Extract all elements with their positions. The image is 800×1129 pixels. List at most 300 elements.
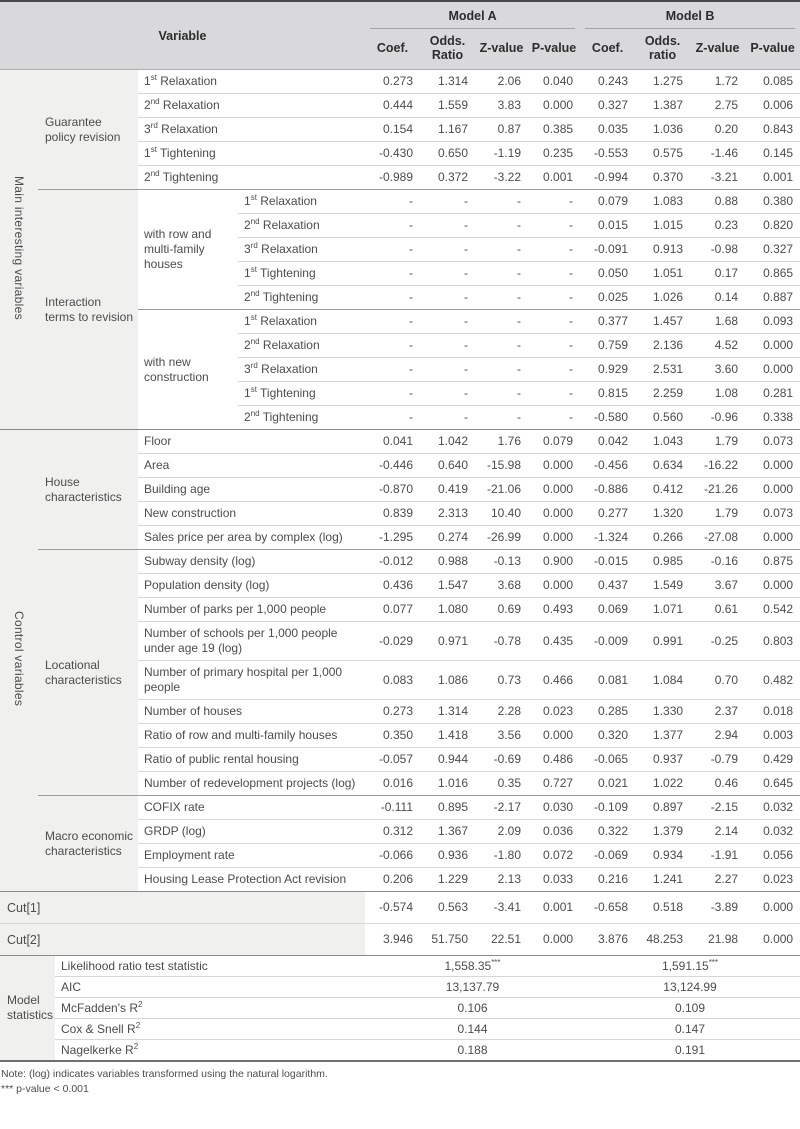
value-cell: 0.70 xyxy=(690,661,745,700)
value-cell: -0.870 xyxy=(365,478,420,502)
value-cell: -0.015 xyxy=(580,550,635,574)
value-cell: 0.727 xyxy=(528,772,580,796)
value-cell: - xyxy=(528,238,580,262)
value-cell: 0.820 xyxy=(745,214,800,238)
stat-name: AIC xyxy=(55,977,365,998)
value-cell: 48.253 xyxy=(635,924,690,956)
value-cell: 0.273 xyxy=(365,700,420,724)
stat-name: Cox & Snell $R^2$ xyxy=(55,1019,365,1040)
variable-name: 2nd Relaxation xyxy=(238,334,365,358)
model-statistics-label: Model statistics xyxy=(0,956,55,1062)
value-cell: 0.154 xyxy=(365,118,420,142)
table-row xyxy=(0,956,800,977)
variable-name: 1st Tightening xyxy=(238,382,365,406)
variable-name: GRDP (log) xyxy=(138,820,365,844)
value-cell: - xyxy=(365,310,420,334)
value-cell: 0.23 xyxy=(690,214,745,238)
value-cell: -2.15 xyxy=(690,796,745,820)
value-cell: - xyxy=(365,382,420,406)
table-row xyxy=(0,924,800,956)
value-cell: 1.559 xyxy=(420,94,475,118)
value-cell: 2.136 xyxy=(635,334,690,358)
value-cell: - xyxy=(475,262,528,286)
column-header-coef-b: Coef. xyxy=(580,29,635,70)
value-cell: - xyxy=(420,238,475,262)
value-cell: 1.036 xyxy=(635,118,690,142)
variable-name: 3rd Relaxation xyxy=(138,118,365,142)
value-cell: -0.574 xyxy=(365,892,420,924)
value-cell: - xyxy=(528,406,580,430)
variable-name: 2nd Relaxation xyxy=(238,214,365,238)
value-cell: 0.46 xyxy=(690,772,745,796)
table-row xyxy=(0,190,800,214)
subgroup-label: with row and multi-family houses xyxy=(138,190,238,310)
value-cell: -0.109 xyxy=(580,796,635,820)
value-cell: 2.14 xyxy=(690,820,745,844)
value-cell: 0.17 xyxy=(690,262,745,286)
group-label: Interaction terms to revision xyxy=(38,190,138,430)
value-cell: 0.079 xyxy=(528,430,580,454)
value-cell: 0.560 xyxy=(635,406,690,430)
value-cell: 0.650 xyxy=(420,142,475,166)
variable-name: New construction xyxy=(138,502,365,526)
value-cell: 0.843 xyxy=(745,118,800,142)
table-row xyxy=(0,796,800,820)
value-cell: - xyxy=(420,358,475,382)
value-cell: 1.086 xyxy=(420,661,475,700)
value-cell: -0.994 xyxy=(580,166,635,190)
table-row xyxy=(0,430,800,454)
value-cell: 0.000 xyxy=(528,94,580,118)
value-cell: 2.37 xyxy=(690,700,745,724)
cut-label: Cut[2] xyxy=(0,924,365,956)
value-cell: 0.493 xyxy=(528,598,580,622)
variable-name: Ratio of row and multi-family houses xyxy=(138,724,365,748)
group-label: Locational characteristics xyxy=(38,550,138,796)
variable-name: 1st Relaxation xyxy=(238,310,365,334)
value-cell: 0.041 xyxy=(365,430,420,454)
value-cell: 1.314 xyxy=(437,74,469,88)
cut-label: Cut[1] xyxy=(0,892,365,924)
value-cell: 0.370 xyxy=(635,166,690,190)
value-cell: 1.549 xyxy=(635,574,690,598)
value-cell: 0.320 xyxy=(580,724,635,748)
value-cell: 0.327 xyxy=(580,94,635,118)
value-cell: -0.886 xyxy=(580,478,635,502)
value-cell: 0.436 xyxy=(365,574,420,598)
value-cell: 2.94 xyxy=(690,724,745,748)
value-cell: 0.900 xyxy=(528,550,580,574)
variable-name: Floor xyxy=(138,430,365,454)
value-cell: - xyxy=(365,238,420,262)
stat-value-model-a: 1,558.35*** xyxy=(444,958,501,973)
value-cell: 0.35 xyxy=(475,772,528,796)
value-cell: 0.385 xyxy=(528,118,580,142)
value-cell: 0.372 xyxy=(420,166,475,190)
value-cell: 0.466 xyxy=(528,661,580,700)
value-cell: 0.277 xyxy=(580,502,635,526)
value-cell: - xyxy=(528,286,580,310)
value-cell: 0.944 xyxy=(420,748,475,772)
value-cell: 0.243 xyxy=(598,74,629,88)
variable-name: COFIX rate xyxy=(138,796,365,820)
value-cell: 0.937 xyxy=(635,748,690,772)
value-cell: 1.320 xyxy=(635,502,690,526)
value-cell: -0.25 xyxy=(690,622,745,661)
value-cell: 0.079 xyxy=(580,190,635,214)
table-header xyxy=(0,1,800,70)
value-cell: 0.482 xyxy=(745,661,800,700)
value-cell: - xyxy=(475,238,528,262)
value-cell: 0.081 xyxy=(580,661,635,700)
value-cell: -0.79 xyxy=(690,748,745,772)
stat-value-model-b: 0.109 xyxy=(580,998,800,1019)
value-cell: -1.91 xyxy=(690,844,745,868)
value-cell: 0.077 xyxy=(365,598,420,622)
value-cell: -15.98 xyxy=(475,454,528,478)
value-cell: 0.273 xyxy=(382,74,414,88)
value-cell: 22.51 xyxy=(475,924,528,956)
table-row xyxy=(0,1019,800,1040)
table-row xyxy=(0,70,800,94)
value-cell: 0.285 xyxy=(580,700,635,724)
value-cell: 0.000 xyxy=(528,454,580,478)
value-cell: 0.016 xyxy=(365,772,420,796)
value-cell: 0.815 xyxy=(580,382,635,406)
value-cell: 0.073 xyxy=(745,502,800,526)
value-cell: 0.839 xyxy=(365,502,420,526)
value-cell: 3.67 xyxy=(690,574,745,598)
value-cell: 1.377 xyxy=(635,724,690,748)
variable-name: Employment rate xyxy=(138,844,365,868)
value-cell: - xyxy=(475,406,528,430)
value-cell: 0.312 xyxy=(365,820,420,844)
value-cell: 0.025 xyxy=(580,286,635,310)
value-cell: -0.13 xyxy=(475,550,528,574)
value-cell: 0.913 xyxy=(635,238,690,262)
value-cell: 0.235 xyxy=(528,142,580,166)
value-cell: 1.418 xyxy=(420,724,475,748)
variable-name: Population density (log) xyxy=(138,574,365,598)
value-cell: 0.380 xyxy=(745,190,800,214)
section-side-label-text: Control variables xyxy=(12,611,26,707)
value-cell: -0.446 xyxy=(365,454,420,478)
value-cell: 1.367 xyxy=(420,820,475,844)
value-cell: 0.000 xyxy=(745,334,800,358)
variable-name: 1st Relaxation xyxy=(144,73,217,88)
value-cell: - xyxy=(365,190,420,214)
value-cell: 1.330 xyxy=(635,700,690,724)
value-cell: 1.241 xyxy=(635,868,690,892)
value-cell: 0.216 xyxy=(580,868,635,892)
value-cell: -0.96 xyxy=(690,406,745,430)
value-cell: 0.542 xyxy=(745,598,800,622)
value-cell: 0.000 xyxy=(528,526,580,550)
value-cell: 3.946 xyxy=(365,924,420,956)
value-cell: -21.06 xyxy=(475,478,528,502)
variable-name: Number of redevelopment projects (log) xyxy=(138,772,365,796)
variable-name: 3rd Relaxation xyxy=(238,238,365,262)
value-cell: - xyxy=(420,286,475,310)
table-notes xyxy=(0,1062,800,1097)
value-cell: 0.003 xyxy=(745,724,800,748)
value-cell: - xyxy=(528,190,580,214)
value-cell: 0.437 xyxy=(580,574,635,598)
value-cell: 2.06 xyxy=(497,74,522,88)
value-cell: 2.531 xyxy=(635,358,690,382)
value-cell: 1.72 xyxy=(714,74,739,88)
value-cell: 0.87 xyxy=(475,118,528,142)
value-cell: 0.069 xyxy=(580,598,635,622)
value-cell: -0.430 xyxy=(365,142,420,166)
value-cell: -3.89 xyxy=(690,892,745,924)
value-cell: 0.419 xyxy=(420,478,475,502)
value-cell: 0.042 xyxy=(580,430,635,454)
value-cell: 2.259 xyxy=(635,382,690,406)
group-label: House characteristics xyxy=(38,430,138,550)
model-a-title: Model A xyxy=(370,2,575,29)
stat-value-model-a: 13,137.79 xyxy=(365,977,580,998)
value-cell: - xyxy=(528,334,580,358)
value-cell: 1.083 xyxy=(635,190,690,214)
variable-name: Number of schools per 1,000 people under age 19 (log) xyxy=(138,622,365,661)
note-line-significance: *** p-value < 0.001 xyxy=(1,1083,89,1095)
value-cell: 0.266 xyxy=(635,526,690,550)
value-cell: 0.001 xyxy=(745,166,800,190)
column-header-odds-a: Odds. Ratio xyxy=(420,29,475,70)
stat-value-model-b: 0.191 xyxy=(580,1040,800,1062)
value-cell: 0.145 xyxy=(745,142,800,166)
value-cell: 1.026 xyxy=(635,286,690,310)
value-cell: -0.16 xyxy=(690,550,745,574)
model-b-title: Model B xyxy=(585,2,795,29)
stat-name: McFadden's $R^2$ xyxy=(55,998,365,1019)
value-cell: - xyxy=(475,358,528,382)
value-cell: 0.865 xyxy=(745,262,800,286)
value-cell: 0.435 xyxy=(528,622,580,661)
value-cell: 0.929 xyxy=(580,358,635,382)
table-row xyxy=(0,1040,800,1062)
value-cell: 2.75 xyxy=(690,94,745,118)
value-cell: 0.000 xyxy=(745,358,800,382)
value-cell: 0.322 xyxy=(580,820,635,844)
value-cell: 0.050 xyxy=(580,262,635,286)
variable-name: Number of houses xyxy=(138,700,365,724)
value-cell: 1.043 xyxy=(635,430,690,454)
value-cell: 0.072 xyxy=(528,844,580,868)
value-cell: 0.073 xyxy=(745,430,800,454)
value-cell: 0.274 xyxy=(420,526,475,550)
variable-name: 1st Tightening xyxy=(138,142,365,166)
value-cell: 1.080 xyxy=(420,598,475,622)
value-cell: -1.324 xyxy=(580,526,635,550)
value-cell: 1.379 xyxy=(635,820,690,844)
value-cell: 1.022 xyxy=(635,772,690,796)
group-label: Guarantee policy revision xyxy=(38,70,138,190)
value-cell: - xyxy=(365,286,420,310)
value-cell: 0.281 xyxy=(745,382,800,406)
value-cell: 3.83 xyxy=(475,94,528,118)
variable-name: 2nd Tightening xyxy=(238,286,365,310)
value-cell: 0.000 xyxy=(745,892,800,924)
section-side-label xyxy=(0,70,38,430)
variable-name: 1st Relaxation xyxy=(238,190,365,214)
value-cell: - xyxy=(475,310,528,334)
value-cell: 0.934 xyxy=(635,844,690,868)
value-cell: 1.071 xyxy=(635,598,690,622)
value-cell: 0.015 xyxy=(580,214,635,238)
value-cell: 3.68 xyxy=(475,574,528,598)
stat-name: Nagelkerke $R^2$ xyxy=(55,1040,365,1062)
value-cell: -0.989 xyxy=(365,166,420,190)
value-cell: 0.000 xyxy=(528,478,580,502)
variable-name: 1st Tightening xyxy=(238,262,365,286)
variable-name: Subway density (log) xyxy=(138,550,365,574)
value-cell: -0.78 xyxy=(475,622,528,661)
value-cell: - xyxy=(475,382,528,406)
value-cell: 0.023 xyxy=(745,868,800,892)
value-cell: 0.000 xyxy=(528,574,580,598)
value-cell: 0.988 xyxy=(420,550,475,574)
value-cell: 0.001 xyxy=(528,166,580,190)
value-cell: -0.111 xyxy=(365,796,420,820)
value-cell: 0.350 xyxy=(365,724,420,748)
value-cell: - xyxy=(475,190,528,214)
column-header-p-b: P-value xyxy=(745,29,800,70)
value-cell: -0.057 xyxy=(365,748,420,772)
value-cell: 0.000 xyxy=(745,454,800,478)
value-cell: 0.023 xyxy=(528,700,580,724)
value-cell: 2.27 xyxy=(690,868,745,892)
value-cell: -1.46 xyxy=(690,142,745,166)
value-cell: - xyxy=(420,406,475,430)
value-cell: 0.640 xyxy=(420,454,475,478)
value-cell: - xyxy=(420,214,475,238)
value-cell: 0.69 xyxy=(475,598,528,622)
value-cell: 0.030 xyxy=(528,796,580,820)
value-cell: -0.456 xyxy=(580,454,635,478)
value-cell: 0.412 xyxy=(635,478,690,502)
value-cell: 0.056 xyxy=(745,844,800,868)
column-header-odds-b: Odds. ratio xyxy=(635,29,690,70)
value-cell: -1.19 xyxy=(475,142,528,166)
value-cell: 0.093 xyxy=(745,310,800,334)
value-cell: - xyxy=(420,334,475,358)
value-cell: 0.875 xyxy=(745,550,800,574)
value-cell: 1.042 xyxy=(420,430,475,454)
value-cell: - xyxy=(365,358,420,382)
value-cell: 0.033 xyxy=(528,868,580,892)
column-header-coef-a: Coef. xyxy=(365,29,420,70)
value-cell: 1.547 xyxy=(420,574,475,598)
value-cell: 0.006 xyxy=(745,94,800,118)
value-cell: 0.000 xyxy=(745,924,800,956)
value-cell: 0.803 xyxy=(745,622,800,661)
value-cell: - xyxy=(528,358,580,382)
stat-value-model-b: 0.147 xyxy=(580,1019,800,1040)
stat-value-model-b: 13,124.99 xyxy=(580,977,800,998)
value-cell: -0.066 xyxy=(365,844,420,868)
variable-name: 3rd Relaxation xyxy=(238,358,365,382)
value-cell: -0.580 xyxy=(580,406,635,430)
value-cell: 0.61 xyxy=(690,598,745,622)
value-cell: - xyxy=(528,382,580,406)
value-cell: -0.658 xyxy=(580,892,635,924)
value-cell: 0.429 xyxy=(745,748,800,772)
value-cell: 21.98 xyxy=(690,924,745,956)
value-cell: 0.000 xyxy=(528,502,580,526)
value-cell: 1.015 xyxy=(635,214,690,238)
group-label: Macro economic characteristics xyxy=(38,796,138,892)
value-cell: -26.99 xyxy=(475,526,528,550)
value-cell: 0.032 xyxy=(745,796,800,820)
value-cell: 0.645 xyxy=(745,772,800,796)
value-cell: 3.60 xyxy=(690,358,745,382)
value-cell: - xyxy=(475,286,528,310)
value-cell: -1.295 xyxy=(365,526,420,550)
value-cell: -0.065 xyxy=(580,748,635,772)
value-cell: 0.936 xyxy=(420,844,475,868)
value-cell: 0.036 xyxy=(528,820,580,844)
value-cell: 0.083 xyxy=(365,661,420,700)
value-cell: 0.563 xyxy=(420,892,475,924)
variable-column-header-text: Variable xyxy=(158,28,207,43)
value-cell: - xyxy=(365,262,420,286)
column-header-p-a: P-value xyxy=(528,29,580,70)
model-statistics-table xyxy=(0,955,800,1062)
value-cell: 2.13 xyxy=(475,868,528,892)
stat-value-model-a: 0.144 xyxy=(365,1019,580,1040)
value-cell: 0.000 xyxy=(745,478,800,502)
value-cell: -3.41 xyxy=(475,892,528,924)
stat-value-model-b: 1,591.15*** xyxy=(661,958,719,973)
variable-name: Ratio of public rental housing xyxy=(138,748,365,772)
section-side-label xyxy=(0,430,38,892)
value-cell: 51.750 xyxy=(420,924,475,956)
value-cell: 0.971 xyxy=(420,622,475,661)
value-cell: - xyxy=(365,214,420,238)
value-cell: 0.634 xyxy=(635,454,690,478)
value-cell: 1.167 xyxy=(420,118,475,142)
variable-column-header xyxy=(0,1,365,70)
value-cell: 1.79 xyxy=(690,502,745,526)
value-cell: 1.275 xyxy=(653,74,684,88)
value-cell: -0.012 xyxy=(365,550,420,574)
model-b-header xyxy=(580,1,800,29)
value-cell: 1.084 xyxy=(635,661,690,700)
value-cell: 0.035 xyxy=(580,118,635,142)
value-cell: 0.991 xyxy=(635,622,690,661)
value-cell: 0.14 xyxy=(690,286,745,310)
column-header-z-a: Z-value xyxy=(475,29,528,70)
variable-name: Area xyxy=(138,454,365,478)
value-cell: - xyxy=(420,190,475,214)
value-cell: -0.553 xyxy=(580,142,635,166)
value-cell: - xyxy=(420,310,475,334)
model-a-header xyxy=(365,1,580,29)
column-header-z-b: Z-value xyxy=(690,29,745,70)
value-cell: 0.486 xyxy=(528,748,580,772)
value-cell: 3.56 xyxy=(475,724,528,748)
value-cell: -1.80 xyxy=(475,844,528,868)
value-cell: 1.229 xyxy=(420,868,475,892)
value-cell: 0.88 xyxy=(690,190,745,214)
value-cell: 0.001 xyxy=(528,892,580,924)
value-cell: - xyxy=(420,382,475,406)
table-row xyxy=(0,998,800,1019)
value-cell: 0.73 xyxy=(475,661,528,700)
value-cell: 0.338 xyxy=(745,406,800,430)
